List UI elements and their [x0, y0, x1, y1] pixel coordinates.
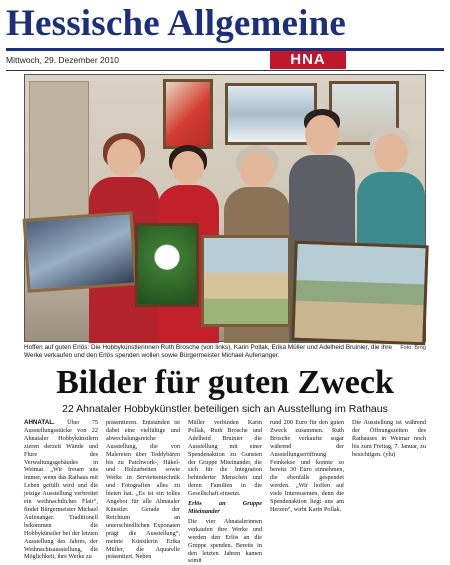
column-2-text: präsentieren. Entstanden ist dabei eine vielfältige und abwechslungsreiche Ausstellung, die von Malereien über Teddybären bis zu Patchwork-, Häkel- und Holzarbeiten sowie Werke in Serviettentechnik und Fotografien alles zu bieten hat. „Es ist ein tolles Angebot für alle Ahnataler Künstler. Gerade der Reichtum an unterschiedlichen Exponaten prägt die Ausstellung“, meinte Künstlerin Erika Müller, die Aquarelle präsentiert. Neben: [106, 419, 180, 561]
column-4-text: rund 200 Euro für den guten Zweck zusammen. Ruth Brosche verkaufte sogar während der Ausstellungseröffnung Feinkekse und konnte so bereits 30 Euro einnehmen, die ebenfalls gespendet werden. „Wir hoffen auf viele Interessenten, denn die Spendenaktion liegt uns am Herzen“, wirbt Karin Pollak.: [270, 419, 344, 513]
header-divider: [6, 70, 444, 71]
column-5-text: Die Ausstellung ist während der Öffnungszeiten des Rathauses in Weimar noch bis zum Freitag, 7. Januar, zu besichtigen. (ylu): [352, 419, 426, 458]
photo-caption: [24, 344, 426, 360]
held-painting-lily: [135, 223, 199, 307]
masthead-rule: [6, 48, 444, 51]
article-column-5: [352, 419, 426, 545]
article-column-4: [270, 419, 344, 545]
photo-credit: Foto: Brög: [400, 345, 426, 351]
article-photo: [24, 74, 426, 342]
wall-painting-dancer: [163, 79, 213, 149]
held-painting-town: [291, 241, 428, 346]
article-subtitle: Erlös an Gruppe Miteinander: [188, 500, 262, 515]
column-1-text: Über 75 Ausstellungsstücke von 22 Ahnataler Hobbykünstlern zieren derzeit Wände und Flure des Verwaltungsgebäudes in Weimar. „Wir freuen uns immer, wenn das Rathaus mit Leben gefüllt wird und die jetzige Ausstellung verbreitet ein weihnachtliches Flair“, findet Bürgermeister Michael Aufenanger. Traditionell bekommen die Hobbykünstler bei der letzten Ausstellung des Jahres, der Weihnachtsausstellung, die Möglichkeit, ihre Werke zu: [24, 419, 99, 561]
article-dateline: AHNATAL.: [24, 419, 55, 426]
caption-text: Hoffen auf guten Erlös: Die Hobbykünstlerinnen Ruth Brosche (von links), Karin Pollak, Erika Müller und Adelheid Bruinier, die ihre Werke verkaufen und den Erlös spenden wollen sowie Bürgermeister Michael Aufenanger.: [24, 344, 392, 359]
column-3-text-b: Die vier Ahnatalerinnen verkaufen ihre Werke und werden den Erlös an die Gruppe spenden. Bereits in den letzten Jahren kamen somit: [188, 517, 262, 565]
article-subheadline: 22 Ahnataler Hobbykünstler beteiligen sich an Ausstellung im Rathaus: [62, 403, 388, 415]
hna-logo-badge: HNA: [270, 51, 346, 69]
masthead: [6, 2, 444, 50]
held-painting-house: [201, 235, 291, 327]
held-painting-seascape: [23, 211, 138, 292]
article-body: [24, 419, 426, 565]
article-headline: Bilder für guten Zweck: [56, 364, 394, 401]
article-column-1: [24, 419, 99, 561]
column-3-text-a: Müller verbinden Karin Pollak, Ruth Brosche und Adelheid Bruinier die Ausstellung mit einer Spendenaktion zu Gunsten der Gruppe Miteinander, die sich für die Integration behinderter Menschen und deren Familien in die Gesellschaft einsetzt.: [188, 419, 262, 498]
article-column-3: [188, 419, 262, 565]
issue-date: Mittwoch, 29. Dezember 2010: [6, 55, 119, 65]
article-column-2: [106, 419, 180, 561]
newspaper-title: Hessische Allgemeine: [6, 3, 347, 44]
